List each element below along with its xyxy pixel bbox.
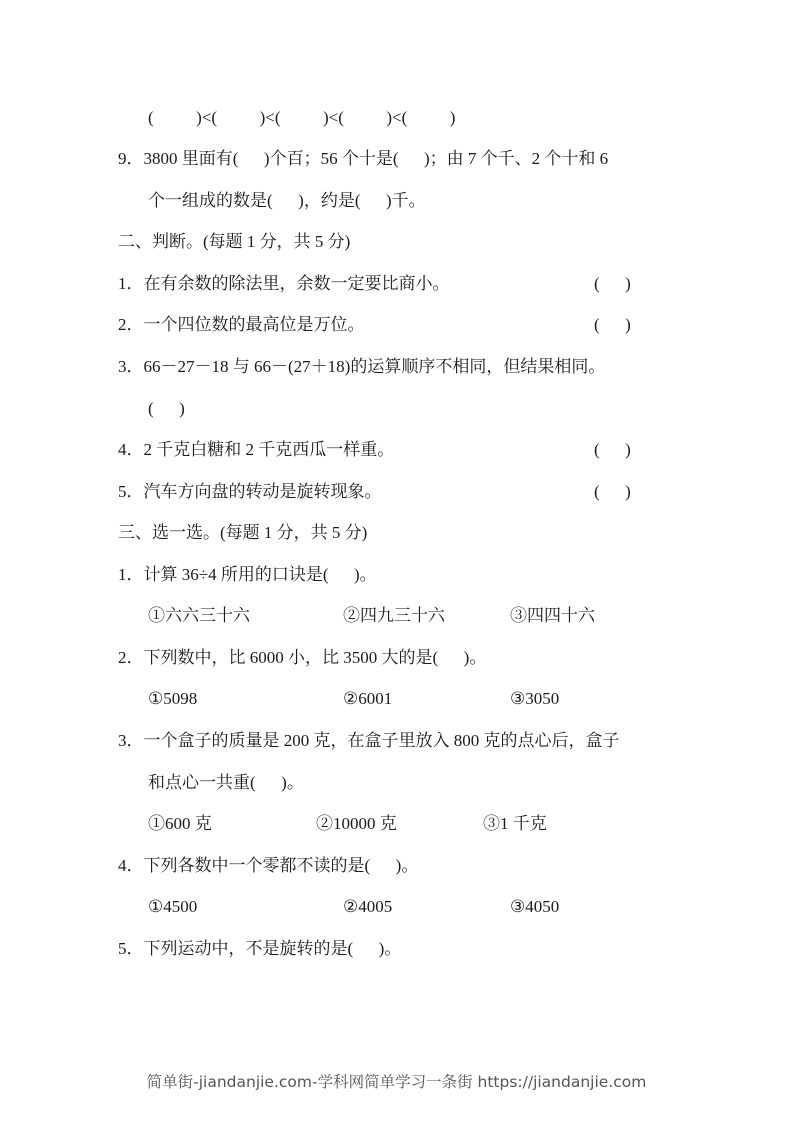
- choice-1-option-1[interactable]: ①六六三十六: [148, 606, 250, 625]
- choice-2-option-2[interactable]: ②6001: [343, 689, 393, 708]
- choice-2-option-3[interactable]: ③3050: [510, 689, 560, 708]
- judge-item-2: 2．一个四位数的最高位是万位。: [118, 315, 365, 334]
- judge-answer-1[interactable]: ( ): [594, 274, 631, 293]
- choice-question-5: 5．下列运动中，不是旋转的是( )。: [118, 939, 402, 958]
- judge-answer-2[interactable]: ( ): [594, 315, 631, 334]
- choice-4-option-1[interactable]: ①4500: [148, 897, 198, 916]
- choice-4-option-2[interactable]: ②4005: [343, 897, 393, 916]
- choice-1-option-3[interactable]: ③四四十六: [510, 606, 595, 625]
- choice-question-1: 1．计算 36÷4 所用的口诀是( )。: [118, 565, 377, 584]
- judge-item-1: 1．在有余数的除法里，余数一定要比商小。: [118, 274, 450, 293]
- judge-answer-4[interactable]: ( ): [594, 440, 631, 459]
- choice-question-3-cont: 和点心一共重( )。: [148, 773, 304, 792]
- footer-watermark: 简单街-jiandanjie.com-学科网简单学习一条街 https://jiandanjie.com: [146, 1073, 647, 1091]
- judge-item-3: 3．66－27－18 与 66－(27＋18)的运算顺序不相同，但结果相同。: [118, 357, 606, 376]
- choice-3-option-2[interactable]: ②10000 克: [316, 814, 397, 833]
- judge-answer-5[interactable]: ( ): [594, 482, 631, 501]
- ordering-row: ( )<( )<( )<( )<( ): [148, 108, 456, 127]
- judge-item-5: 5．汽车方向盘的转动是旋转现象。: [118, 482, 382, 501]
- choice-question-4: 4．下列各数中一个零都不读的是( )。: [118, 856, 419, 875]
- judge-item-4: 4．2 千克白糖和 2 千克西瓜一样重。: [118, 440, 395, 459]
- choice-3-option-1[interactable]: ①600 克: [148, 814, 212, 833]
- choice-question-3: 3．一个盒子的质量是 200 克，在盒子里放入 800 克的点心后，盒子: [118, 731, 620, 750]
- section-2-heading: 二、判断。(每题 1 分，共 5 分): [118, 232, 351, 251]
- section-3-heading: 三、选一选。(每题 1 分，共 5 分): [118, 523, 368, 542]
- choice-1-option-2[interactable]: ②四九三十六: [343, 606, 445, 625]
- judge-answer-3[interactable]: ( ): [148, 399, 185, 418]
- choice-2-option-1[interactable]: ①5098: [148, 689, 198, 708]
- question-9-line-1: 9．3800 里面有( )个百；56 个十是( )；由 7 个千、2 个十和 6: [118, 149, 609, 168]
- choice-4-option-3[interactable]: ③4050: [510, 897, 560, 916]
- question-9-line-2: 个一组成的数是( )，约是( )千。: [148, 191, 426, 210]
- choice-question-2: 2．下列数中，比 6000 小，比 3500 大的是( )。: [118, 648, 487, 667]
- choice-3-option-3[interactable]: ③1 千克: [483, 814, 547, 833]
